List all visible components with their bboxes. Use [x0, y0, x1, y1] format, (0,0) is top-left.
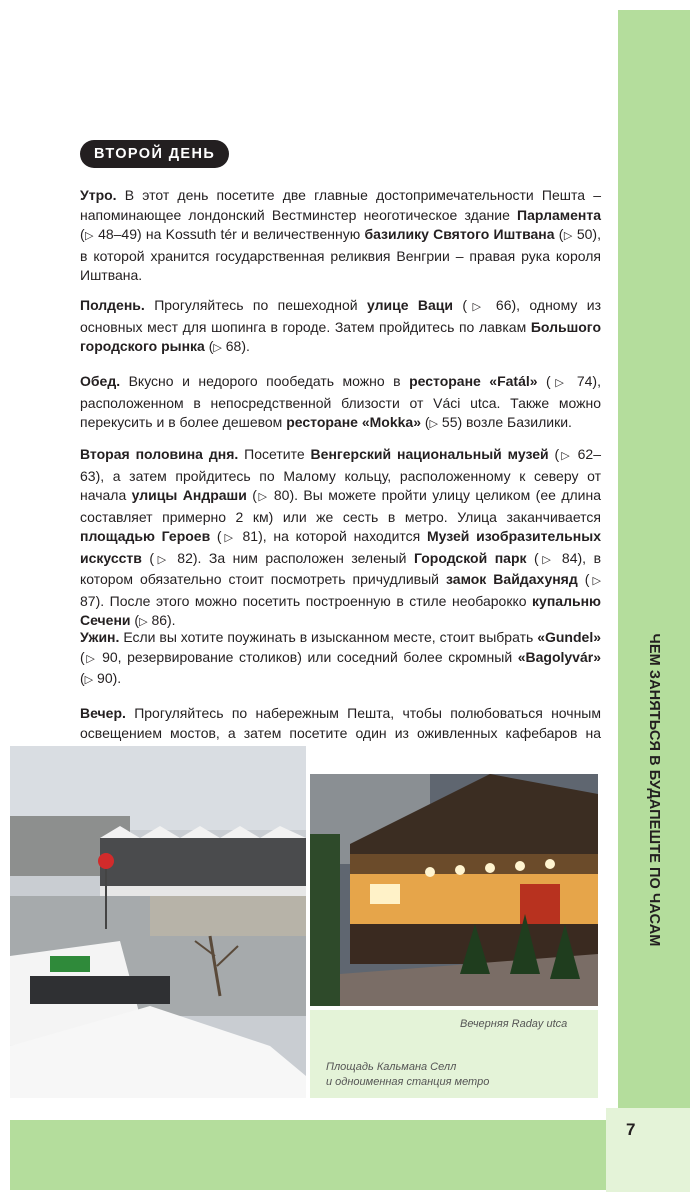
text-run: ( [204, 338, 214, 354]
place-city-park: Городской парк [414, 549, 527, 566]
text-run: 68). [221, 338, 250, 354]
text-run: Вкусно и недорого пообедать можно в [120, 373, 410, 389]
page-ref-arrow-icon: ▷ [589, 575, 601, 587]
text-run: ( [577, 571, 590, 587]
text-run: Если вы хотите поужинать в изысканном месте, стоит выбрать [119, 629, 538, 645]
page-ref-arrow-icon: ▷ [84, 652, 97, 665]
text-run: ( [420, 414, 430, 430]
caption-szell-line2: и одноименная станция метро [326, 1076, 490, 1088]
place-bagolyvar: «Bagolyvár» [517, 648, 601, 665]
text-run: ( [130, 612, 140, 628]
photo-raday-street-evening [310, 774, 598, 1006]
text-run: Прогуляйтесь по пешеходной [144, 297, 367, 313]
text-run: 84), в котором обязательно стоит посмотреть причудливый [80, 549, 602, 587]
page-ref-arrow-icon: ▷ [559, 450, 572, 462]
paragraph-lunch [80, 372, 601, 435]
text-run: ( [537, 373, 551, 389]
page-ref-arrow-icon: ▷ [563, 230, 573, 242]
text-run: 55) возле Базилики. [438, 414, 572, 430]
text-run: 48–49) на Kossuth tér и величественную [93, 226, 365, 242]
text-run: 66), одному из основных мест для шопинга в городе. Затем пройдитесь по лавкам [80, 297, 601, 335]
text-run: ( [452, 297, 468, 313]
text-run: 82). За ним расположен зеленый [169, 549, 415, 566]
text-run: 74), расположенном в непосредственной близости от Váci utca. Также можно перекусить и в более дешевом [80, 373, 601, 430]
page-ref-arrow-icon: ▷ [550, 377, 569, 389]
text-run: 90). [93, 670, 122, 686]
text-run: ( [246, 487, 257, 503]
place-heroes-square: площадью Героев [80, 528, 211, 544]
page-ref-arrow-icon: ▷ [84, 674, 94, 686]
text-run: ( [80, 648, 85, 665]
label-lunch: Обед. [80, 373, 121, 389]
label-afternoon: Вторая половина дня. [80, 446, 239, 462]
text-run: Посетите [238, 446, 311, 462]
text-run: 81), на которой находится [235, 528, 427, 544]
text-run: ( [141, 549, 155, 566]
place-vaci-street: улице Ваци [366, 297, 453, 313]
text-run: ( [80, 670, 85, 686]
text-run: ( [80, 226, 85, 242]
page-ref-arrow-icon: ▷ [538, 553, 555, 566]
page-ref-arrow-icon: ▷ [429, 418, 439, 430]
caption-szell [326, 1060, 489, 1090]
page-ref-arrow-icon: ▷ [213, 342, 222, 354]
text-run: 80). Вы можете пройти улицу целиком (ее длина составляет примерно 2 км) или же сесть в метро. Улица заканчивается [80, 487, 601, 525]
caption-raday: Вечерняя Raday utca [460, 1018, 568, 1030]
place-national-museum: Венгерский национальный музей [310, 446, 549, 462]
paragraph-dinner [80, 628, 601, 691]
label-dinner: Ужин. [80, 629, 120, 645]
paragraph-morning [80, 186, 601, 286]
text-run: В этот день посетите две главные достопримечательности Пешта – напоминающее лондонский Вестминстер неоготическое здание [80, 187, 601, 223]
paragraph-noon [80, 296, 601, 359]
place-market-hall: Большого городского рынка [80, 318, 601, 354]
page-ref-arrow-icon: ▷ [467, 301, 487, 313]
text-run: 86). [147, 612, 176, 628]
label-morning: Утро. [80, 187, 117, 203]
page-ref-arrow-icon: ▷ [84, 230, 94, 242]
photo-szell-kalman-square [10, 746, 306, 1098]
label-noon: Полдень. [80, 297, 145, 313]
text-run: 90, резервирование столиков) или соседний более скромный [96, 648, 518, 665]
section-heading: ВТОРОЙ ДЕНЬ [80, 140, 229, 168]
page-ref-arrow-icon: ▷ [154, 553, 170, 566]
place-andrassy: улицы Андраши [131, 487, 247, 503]
text-run: 62–63), а затем пройдитесь по Малому кольцу, расположенному к северу от начала [80, 446, 601, 503]
page-number-box [606, 1108, 690, 1192]
page-number: 7 [626, 1120, 636, 1139]
caption-szell-line1: Площадь Кальмана Селл [326, 1061, 457, 1073]
place-mokka: ресторане «Mokka» [286, 414, 421, 430]
text-run: 87). После этого можно посетить построенную в стиле необарокко [80, 592, 533, 609]
place-fatal: ресторане «Fatál» [409, 373, 538, 389]
place-basilica: базилику Святого Иштвана [364, 226, 555, 242]
text-run: Прогуляйтесь по набережным Пешта, чтобы полюбоваться ночным освещением мостов, а затем посетите один из оживленных кафебаров на [80, 705, 601, 741]
place-szechenyi-bath: купальню Сечени [80, 592, 601, 628]
page-ref-arrow-icon: ▷ [221, 532, 236, 544]
text-run: ( [548, 446, 560, 462]
place-vajdahunyad: замок Вайдахуняд [446, 571, 578, 587]
sidebar-title: ЧЕМ ЗАНЯТЬСЯ В БУДАПЕШТЕ ПО ЧАСАМ [646, 633, 662, 947]
bottom-strip [10, 1120, 606, 1190]
page-ref-arrow-icon: ▷ [139, 616, 148, 628]
place-parliament: Парламента [517, 206, 601, 223]
text-run: ( [526, 549, 539, 566]
place-fine-arts-museum: Музей изобразительных искусств [80, 528, 601, 566]
text-run: 50), в которой хранится государственная реликвия Венгрии – правая рука короля Иштвана. [80, 226, 601, 283]
text-run: ( [554, 226, 564, 242]
page-ref-arrow-icon: ▷ [256, 491, 269, 503]
text-run: ( [210, 528, 222, 544]
paragraph-afternoon [80, 445, 601, 633]
place-gundel: «Gundel» [537, 629, 601, 645]
label-evening: Вечер. [80, 705, 126, 721]
